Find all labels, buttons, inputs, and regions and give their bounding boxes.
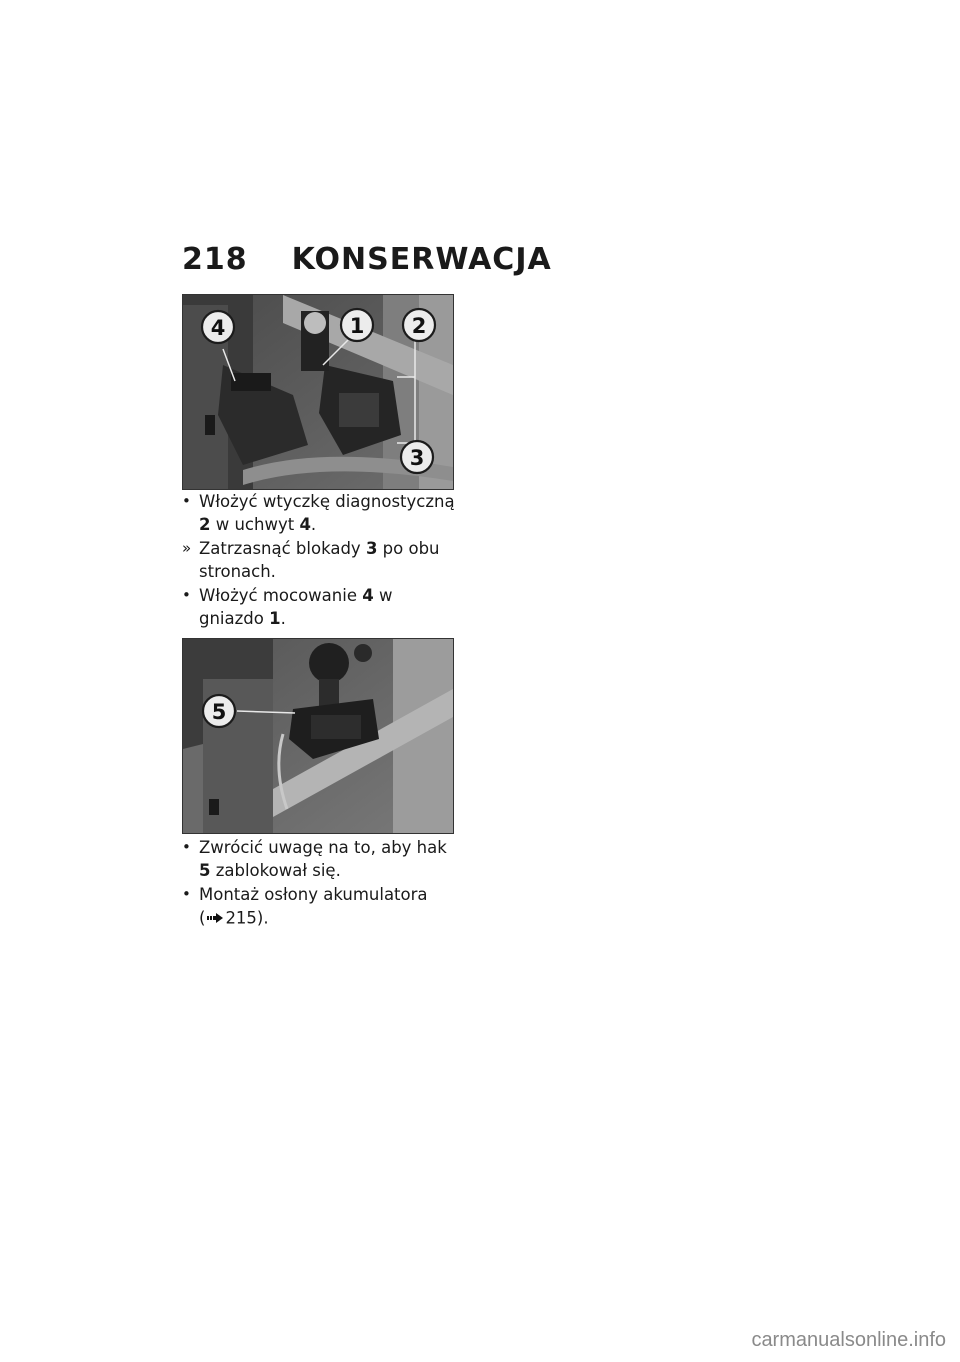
list-item: • Włożyć mocowanie 4 w gniazdo 1. [182,586,393,628]
hook-lock-photo [182,638,454,834]
bullet-marker: • [182,885,191,903]
svg-text:1: 1 [349,314,365,338]
list-item: • Zwrócić uwagę na to, aby hak 5 zablokował się. [182,838,447,880]
diagnostic-connector-photo [182,294,454,490]
page-title: KONSERWACJA [291,242,552,277]
page-reference-arrow-icon[interactable] [207,906,223,929]
watermark: carmanualsonline.info [751,1329,946,1351]
svg-text:3: 3 [409,446,425,470]
svg-text:4: 4 [210,316,226,340]
page-number: 218 [182,242,248,277]
bullet-marker: • [182,838,191,856]
instruction-list-2 [182,836,462,933]
list-item: • Montaż osłony akumulatora ( 215). [182,885,428,928]
bullet-marker: • [182,492,191,510]
page-reference-link[interactable]: 215). [225,908,269,928]
callout-2 [403,309,435,341]
callout-1 [341,309,373,341]
callout-4 [202,311,234,343]
svg-text:2: 2 [411,314,427,338]
result-marker: » [182,539,192,557]
callout-3 [401,441,433,473]
bullet-marker: • [182,586,191,604]
callout-5 [203,695,235,727]
svg-text:5: 5 [211,700,227,724]
list-item: • Włożyć wtyczkę diagnostyczną 2 w uchwyt 4. [182,492,455,534]
page-header [182,242,552,277]
list-item: » Zatrzasnąć blokady 3 po obu stronach. [182,539,440,581]
instruction-list-1 [182,490,462,631]
